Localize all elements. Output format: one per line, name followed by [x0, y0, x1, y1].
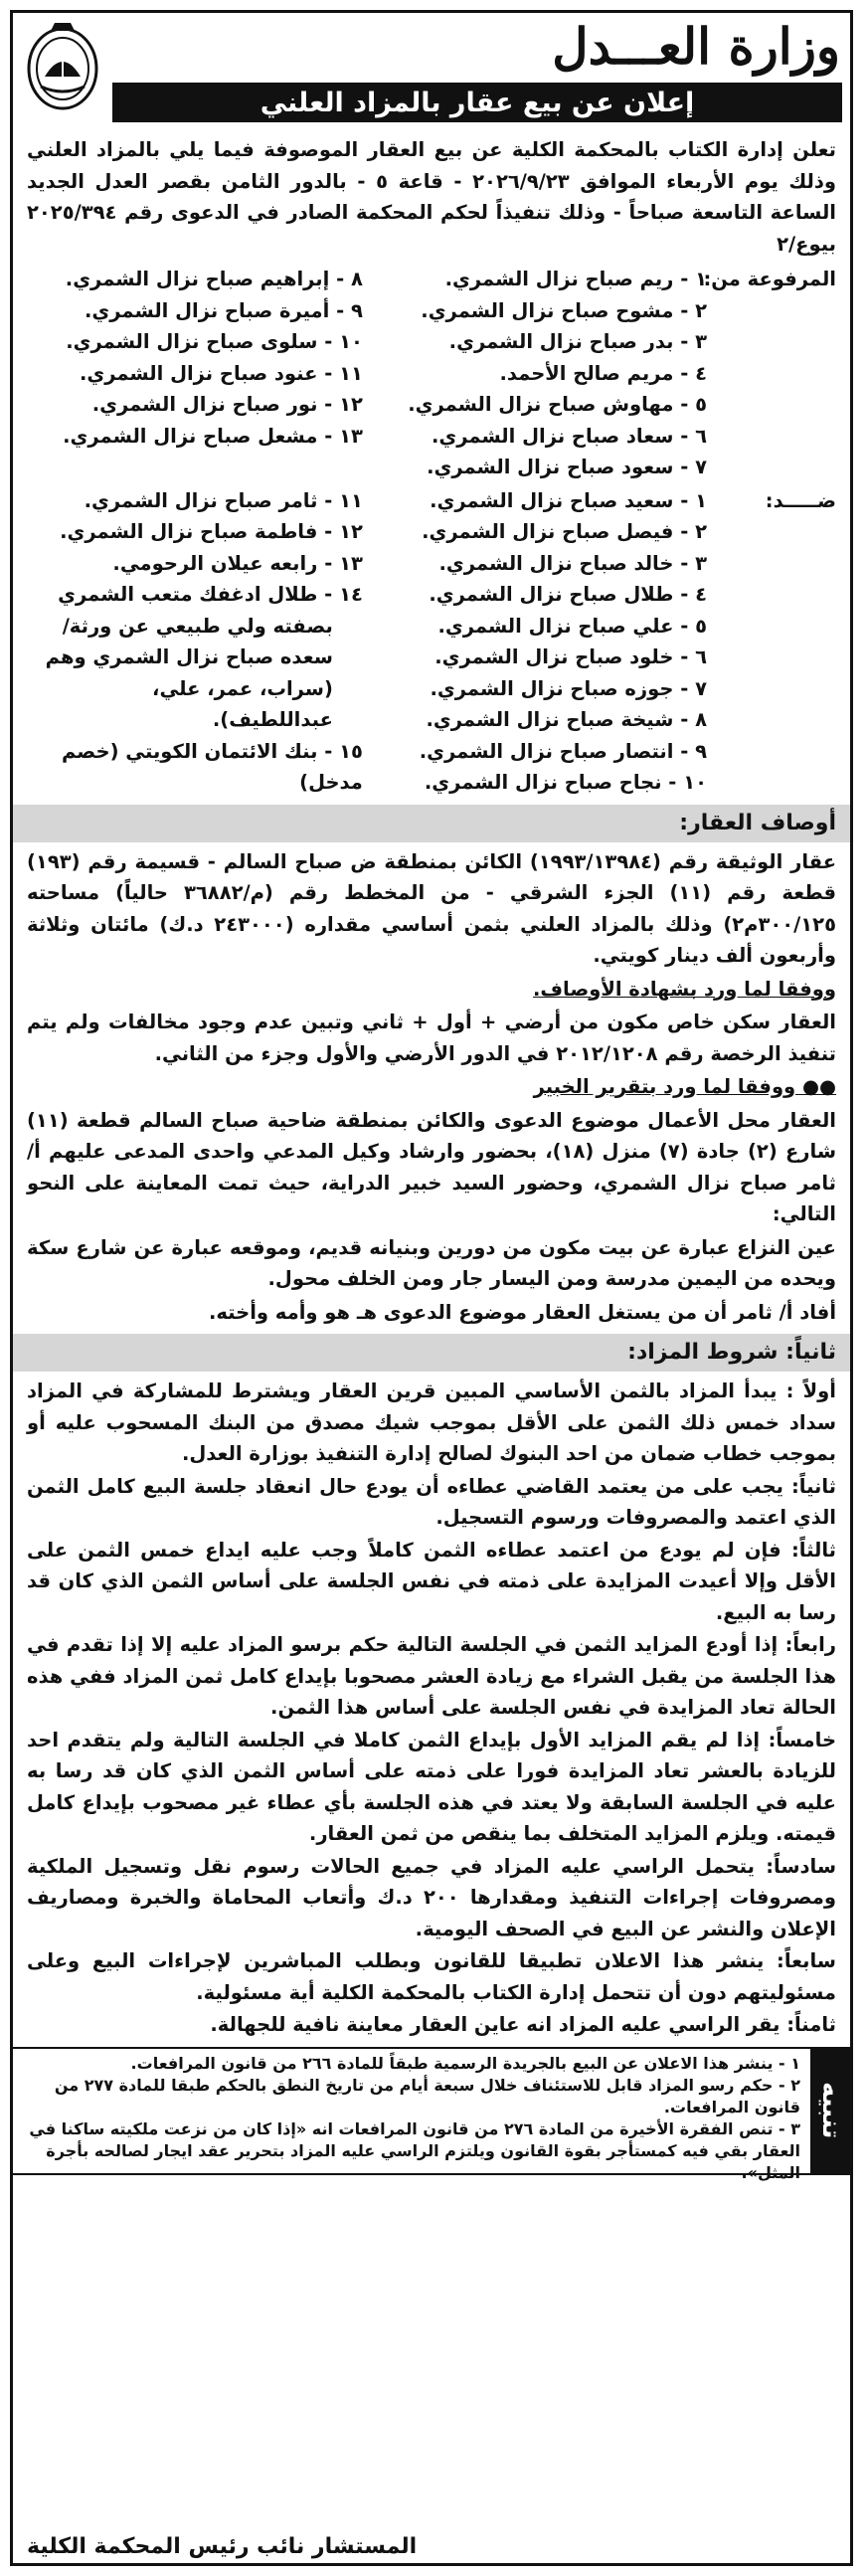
- list-item: ٦ - خلود صباح نزال الشمري.: [434, 645, 707, 668]
- list-item: ١٢ - نور صباح نزال الشمري.: [91, 393, 363, 416]
- expert-report-title: ●● ووفقا لما ورد بتقرير الخبير: [533, 1075, 836, 1098]
- property-heading: أوصاف العقار:: [13, 805, 850, 842]
- list-item: ٥ - مهاوش صباح نزال الشمري.: [408, 393, 707, 416]
- note-item: ٣ - تنص الفقرة الأخيرة من المادة ٢٧٦ من قانون المرافعات انه «إذا كان من نزعت ملكيته ساكنا في العقار بقي فيه كمستأجر بقوة القانون ويلتزم الراسي عليه المزاد بتحرير عقد ايجار لصالحه بأجرة المثل».: [29, 2118, 800, 2182]
- list-item: ٨ - شيخة صباح نزال الشمري.: [426, 708, 707, 731]
- list-item: ١١ - عنود صباح نزال الشمري.: [79, 361, 363, 385]
- list-item: ١١ - ثامر صباح نزال الشمري.: [84, 488, 363, 512]
- list-item: ٦ - سعاد صباح نزال الشمري.: [431, 424, 707, 448]
- plaintiffs-list: [27, 264, 836, 483]
- notice-content: [13, 122, 850, 2182]
- condition-item: ثالثاً: فإن لم يودع من اعتمد عطاءه الثمن كاملاً وجب عليه ايداع خمس الثمن على الأقل وإلا أعيدت المزايدة على ذمته في نفس الجلسة على أساس الثمن الذي كان قد رسا به البيع.: [27, 1538, 836, 1624]
- defendants-label: ضـــــد:: [765, 488, 836, 512]
- condition-item: ثانياً: يجب على من يعتمد القاضي عطاءه أن يودع حال انعقاد جلسة البيع كامل الثمن الذي اعتمد والمصروفات ورسوم التسجيل.: [27, 1474, 836, 1529]
- condition-item: خامساً: إذا لم يقم المزايد الأول بإيداع الثمن كاملا في الجلسة التالية ولم يتقدم احد للزيادة بالعشر تعاد المزايدة فورا على ذمته على أساس الثمن الذي كان قد رسا به عليه في الجلسة السابقة ولا يعتد في هذه الجلسة بأي عطاء غير مصحوب بإيداع كامل قيمته. ويلزم المزايد المتخلف بما ينقص من ثمن العقار.: [27, 1728, 836, 1845]
- list-item: ٣ - بدر صباح نزال الشمري.: [448, 330, 707, 353]
- plaintiffs-label: المرفوعة من:: [703, 268, 836, 290]
- notice-banner: إعلان عن بيع عقار بالمزاد العلني: [112, 83, 842, 122]
- property-description: عقار الوثيقة رقم (١٩٩٣/١٣٩٨٤) الكائن بمنطقة ض صباح السالم - قسيمة رقم (١٩٣) قطعة رقم (١١) الجزء الشرقي - من المخطط رقم (م/٣٦٨٨٢ حالياً) مساحته ٣٠٠/١٢٥م٢) وذلك بالمزاد العلني بثمن أساسي مقداره (٢٤٣٠٠٠ د.ك) مائتان وثلاثة وأربعون ألف دينار كويتي.: [27, 849, 837, 967]
- list-item: ٨ - إبراهيم صباح نزال الشمري.: [65, 268, 363, 290]
- list-item: ٤ - طلال صباح نزال الشمري.: [429, 583, 707, 606]
- list-item: ٣ - خالد صباح نزال الشمري.: [438, 551, 707, 575]
- conditions-heading: ثانياً: شروط المزاد:: [13, 1334, 850, 1372]
- list-item: ١٠ - نجاح صباح نزال الشمري.: [424, 771, 707, 794]
- note-item: ١ - ينشر هذا الاعلان عن البيع بالجريدة الرسمية طبقاً للمادة ٢٦٦ من قانون المرافعات.: [130, 2053, 800, 2073]
- condition-item: ثامناً: يقر الراسي عليه المزاد انه عاين العقار معاينة نافية للجهالة.: [210, 2013, 836, 2036]
- notes-box: [13, 2047, 850, 2182]
- list-item: ١٣ - رابعه عيلان الرحومي.: [112, 551, 363, 575]
- condition-item: سادساً: يتحمل الراسي عليه المزاد في جميع الحالات رسوم نقل وتسجيل الملكية ومصروفات إجراءات التنفيذ ومقدارها ٢٠٠ د.ك وأتعاب المحاماة والخبرة ومصاريف الإعلان والنشر عن البيع في الصحف اليومية.: [27, 1854, 836, 1940]
- kuwait-emblem-icon: [23, 17, 102, 116]
- note-item: ٢ - حكم رسو المزاد قابل للاستئناف خلال سبعة أيام من تاريخ النطق بالحكم طبقا للمادة ٢٧٧ من قانون المرافعات.: [54, 2075, 800, 2116]
- condition-item: رابعاً: إذا أودع المزايد الثمن في الجلسة التالية حكم برسو المزاد عليه إلا إذا تقدم في هذا الجلسة من يقبل الشراء مع زيادة العشر مصحوبا بإيداع كامل ثمن المزاد ففي هذه الحالة تعاد المزايدة في نفس الجلسة على أساس هذا الثمن.: [27, 1633, 836, 1719]
- list-item-continuation: بصفته ولي طبيعي عن ورثة/ سعده صباح نزال الشمري وهم (سراب، عمر، علي، عبداللطيف).: [45, 614, 333, 731]
- expert-report-details: عين النزاع عبارة عن بيت مكون من دورين وبنيانه قديم، وموقعه عبارة عن شارع سكة ويحده من اليمين مدرسة ومن اليسار جار ومن الخلف محول.: [27, 1235, 836, 1290]
- list-item: ١٥ - بنك الائتمان الكويتي (خصم مدخل): [62, 739, 363, 794]
- list-item: ١ - سعيد صباح نزال الشمري.: [430, 488, 707, 512]
- list-item: ١ - ريم صباح نزال الشمري.: [444, 268, 707, 290]
- list-item: ٤ - مريم صالح الأحمد.: [499, 361, 707, 385]
- list-item: ٢ - مشوح صباح نزال الشمري.: [421, 298, 707, 322]
- ministry-title: وزارة العـــدل: [552, 17, 840, 76]
- list-item: ٩ - انتصار صباح نزال الشمري.: [419, 739, 707, 763]
- certificate-text: العقار سكن خاص مكون من أرضي + أول + ثاني وتبين عدم وجود مخالفات ولم يتم تنفيذ الرخصة رقم ٢٠١٢/١٢٠٨ في الدور الأرضي والأول وجزء من الثاني.: [27, 1011, 836, 1065]
- notes-tag: تنبيه: [810, 2049, 850, 2173]
- expert-report-occupant: أفاد أ/ ثامر أن من يستغل العقار موضوع الدعوى هـ هو وأمه وأخته.: [208, 1300, 836, 1324]
- list-item: ٧ - سعود صباح نزال الشمري.: [427, 456, 707, 478]
- list-item: ٩ - أميرة صباح نزال الشمري.: [85, 298, 363, 322]
- intro-paragraph: تعلن إدارة الكتاب بالمحكمة الكلية عن بيع العقار الموصوفة فيما يلي بالمزاد العلني وذلك يوم الأربعاء الموافق ٢٠٢٦/٩/٢٣ - قاعة ٥ - بالدور الثامن بقصر العدل الجديد الساعة التاسعة صباحاً - وذلك تنفيذاً لحكم المحكمة الصادر في الدعوى رقم ٢٠٢٥/٣٩٤ بيوع/٢: [27, 138, 836, 256]
- list-item: ٥ - علي صباح نزال الشمري.: [437, 614, 707, 638]
- list-item: ١٣ - مشعل صباح نزال الشمري.: [63, 424, 363, 448]
- list-item: ٢ - فيصل صباح نزال الشمري.: [422, 520, 707, 543]
- defendants-list: [27, 485, 836, 799]
- certificate-title: ووفقا لما ورد بشهادة الأوصاف.: [532, 977, 836, 1001]
- condition-item: سابعاً: ينشر هذا الاعلان تطبيقا للقانون وبطلب المباشرين لإجراءات البيع وعلى مسئوليتهم دون أن تتحمل إدارة الكتاب بالمحكمة الكلية أية مسئولية.: [27, 1949, 836, 2004]
- expert-report-text: العقار محل الأعمال موضوع الدعوى والكائن بمنطقة ضاحية صباح السالم قطعة (١١) شارع (٢) جادة (٧) منزل (١٨)، بحضور وارشاد وكيل المدعي واحدى المدعى عليهم أ/ ثامر صباح نزال الشمري، وحضور السيد خبير الدراية، حيث تمت المعاينة على النحو التالي:: [27, 1108, 837, 1225]
- list-item: ١٤ - طلال ادغفك متعب الشمري: [58, 583, 363, 606]
- signature: المستشار نائب رئيس المحكمة الكلية: [27, 2534, 418, 2559]
- list-item: ٧ - جوزه صباح نزال الشمري.: [430, 676, 707, 700]
- notice-header: [13, 13, 850, 122]
- list-item: ١٠ - سلوى صباح نزال الشمري.: [66, 330, 363, 353]
- list-item: ١٢ - فاطمة صباح نزال الشمري.: [60, 520, 363, 543]
- auction-notice: [10, 10, 853, 2566]
- condition-item: أولاً : يبدأ المزاد بالثمن الأساسي المبين قرين العقار ويشترط للمشاركة في المزاد سداد خمس ذلك الثمن على الأقل بموجب شيك مصدق من البنك المسحوب عليه أو بموجب خطاب ضمان من احد البنوك لصالح إدارة التنفيذ بوزارة العدل.: [27, 1380, 836, 1465]
